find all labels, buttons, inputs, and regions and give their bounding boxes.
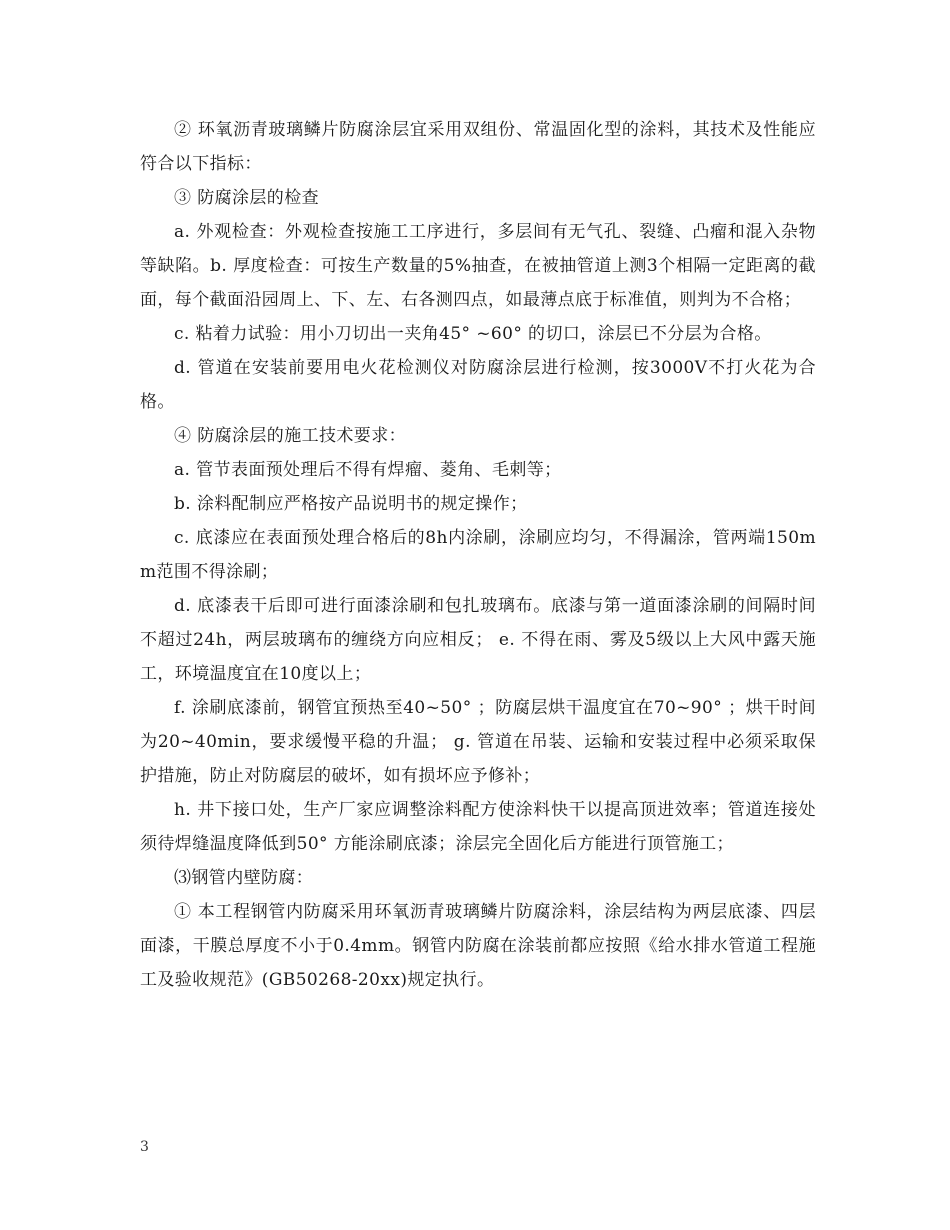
paragraph: d. 底漆表干后即可进行面漆涂刷和包扎玻璃布。底漆与第一道面漆涂刷的间隔时间不超过24h，两层玻璃布的缠绕方向应相反； e. 不得在雨、雾及5级以上大风中露天施工，环境温度宜在10度以上； [140,596,816,684]
paragraph: c. 粘着力试验：用小刀切出一夹角45° ~60° 的切口，涂层已不分层为合格。 [174,324,772,344]
paragraph: ④ 防腐涂层的施工技术要求： [174,426,407,446]
page-number: 3 [140,1139,149,1155]
paragraph: a. 外观检查：外观检查按施工工序进行，多层间有无气孔、裂缝、凸瘤和混入杂物等缺陷。b. 厚度检查：可按生产数量的5%抽查，在被抽管道上测3个相隔一定距离的截面，每个截面沿园周上、下、左、右各测四点，如最薄点底于标准值，则判为不合格； [140,222,816,310]
paragraph: c. 底漆应在表面预处理合格后的8h内涂刷，涂刷应均匀，不得漏涂，管两端150mm范围不得涂刷； [140,528,816,582]
paragraph: d. 管道在安装前要用电火花检测仪对防腐涂层进行检测，按3000V不打火花为合格。 [140,358,816,412]
document-body [140,113,816,997]
paragraph: f. 涂刷底漆前，钢管宜预热至40~50° ；防腐层烘干温度宜在70~90° ；烘干时间为20~40min，要求缓慢平稳的升温； g. 管道在吊装、运输和安装过程中必须采取保护措施，防止对防腐层的破坏，如有损坏应予修补； [140,698,816,786]
paragraph: ② 环氧沥青玻璃鳞片防腐涂层宜采用双组份、常温固化型的涂料，其技术及性能应符合以下指标： [140,120,816,174]
paragraph: h. 井下接口处，生产厂家应调整涂料配方使涂料快干以提高顶进效率；管道连接处须待焊缝温度降低到50° 方能涂刷底漆；涂层完全固化后方能进行顶管施工； [140,800,816,854]
paragraph: ⑶钢管内壁防腐： [174,868,314,888]
paragraph: ① 本工程钢管内防腐采用环氧沥青玻璃鳞片防腐涂料，涂层结构为两层底漆、四层面漆，干膜总厚度不小于0.4mm。钢管内防腐在涂装前都应按照《给水排水管道工程施工及验收规范》(GB50268-20xx)规定执行。 [140,902,816,990]
paragraph: b. 涂料配制应严格按产品说明书的规定操作； [174,494,528,514]
paragraph: ③ 防腐涂层的检查 [174,188,320,208]
paragraph: a. 管节表面预处理后不得有焊瘤、菱角、毛刺等； [174,460,562,480]
